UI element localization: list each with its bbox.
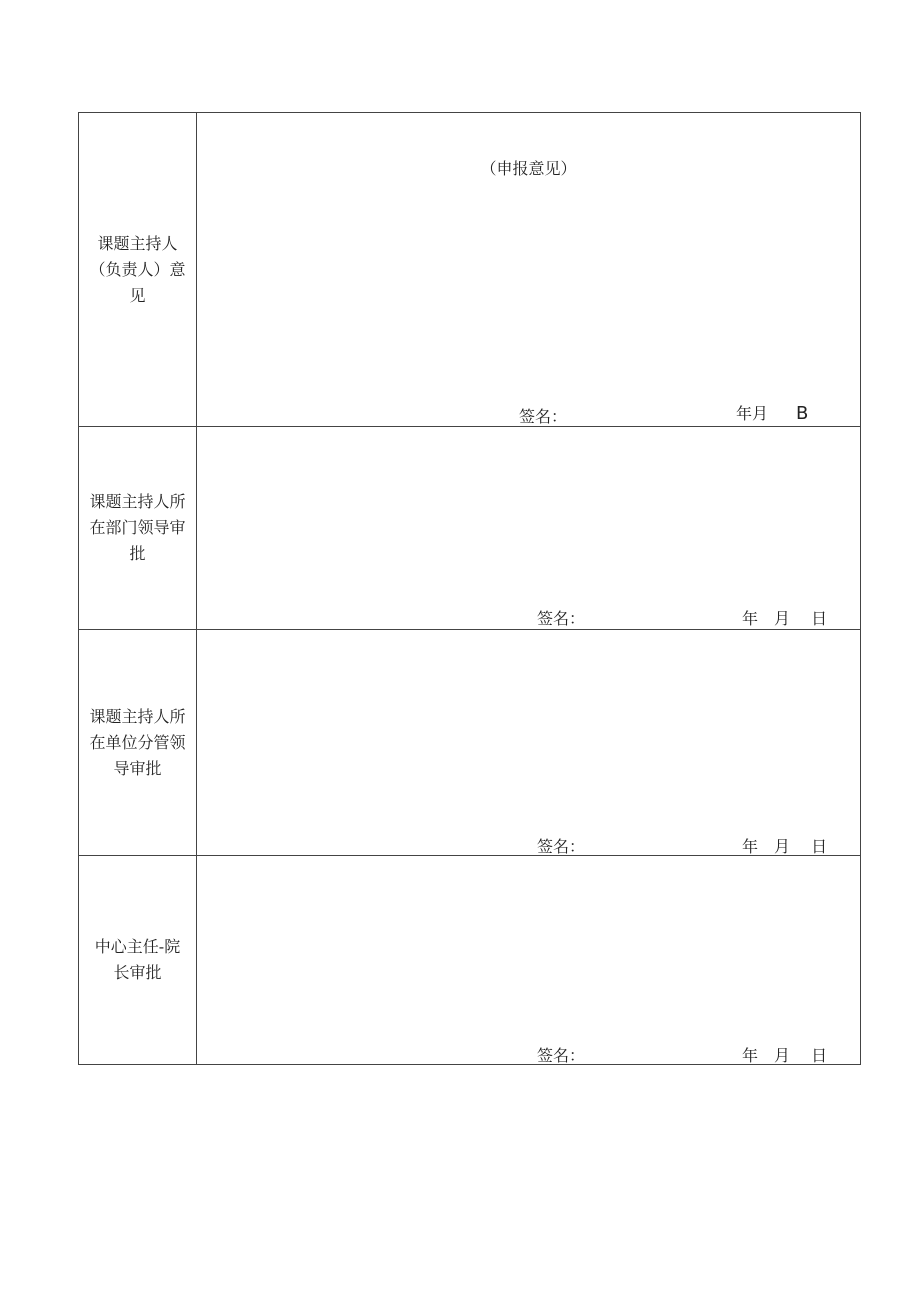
signature-label: 签名： — [519, 407, 568, 426]
label-line: 见 — [129, 285, 146, 305]
label-line: 课题主持人所 — [89, 492, 186, 511]
opinion-area[interactable] — [197, 113, 861, 427]
label-line: 长审批 — [113, 963, 162, 982]
row-department-approval — [79, 427, 861, 630]
row-label — [79, 231, 196, 309]
row-host-opinion — [79, 113, 861, 427]
label-line: 在单位分管领 — [89, 732, 186, 752]
label-line: 在部门领导审 — [89, 518, 186, 537]
label-line: 课题主持人所 — [89, 706, 186, 726]
date-field: 年 月 日 — [742, 1046, 828, 1065]
opinion-caption: （申报意见） — [480, 159, 577, 178]
signature-label: 签名： — [537, 837, 586, 856]
label-cell — [79, 113, 197, 427]
row-label — [79, 934, 196, 986]
date-field — [736, 401, 808, 424]
signature-label: 签名： — [537, 1046, 586, 1065]
label-line: 批 — [129, 544, 146, 563]
row-unit-leader-approval — [79, 630, 861, 856]
date-field: 年 月 日 — [742, 837, 828, 856]
row-director-approval — [79, 856, 861, 1065]
approval-area[interactable] — [197, 427, 861, 630]
label-cell — [79, 630, 197, 856]
label-cell — [79, 427, 197, 630]
label-line: 中心主任-院 — [94, 937, 181, 956]
approval-area[interactable] — [197, 856, 861, 1065]
signature-label: 签名： — [537, 609, 586, 628]
label-line: 课题主持人 — [97, 233, 178, 253]
label-line: （负责人）意 — [89, 259, 186, 279]
date-field: 年 月 日 — [742, 609, 828, 628]
label-cell — [79, 856, 197, 1065]
label-line: 导审批 — [113, 758, 162, 778]
row-label — [79, 704, 196, 782]
date-text: 年月 — [736, 404, 769, 423]
approval-form-table — [78, 112, 861, 1065]
date-suffix: B — [796, 403, 809, 424]
row-label — [79, 489, 196, 567]
approval-area[interactable] — [197, 630, 861, 856]
